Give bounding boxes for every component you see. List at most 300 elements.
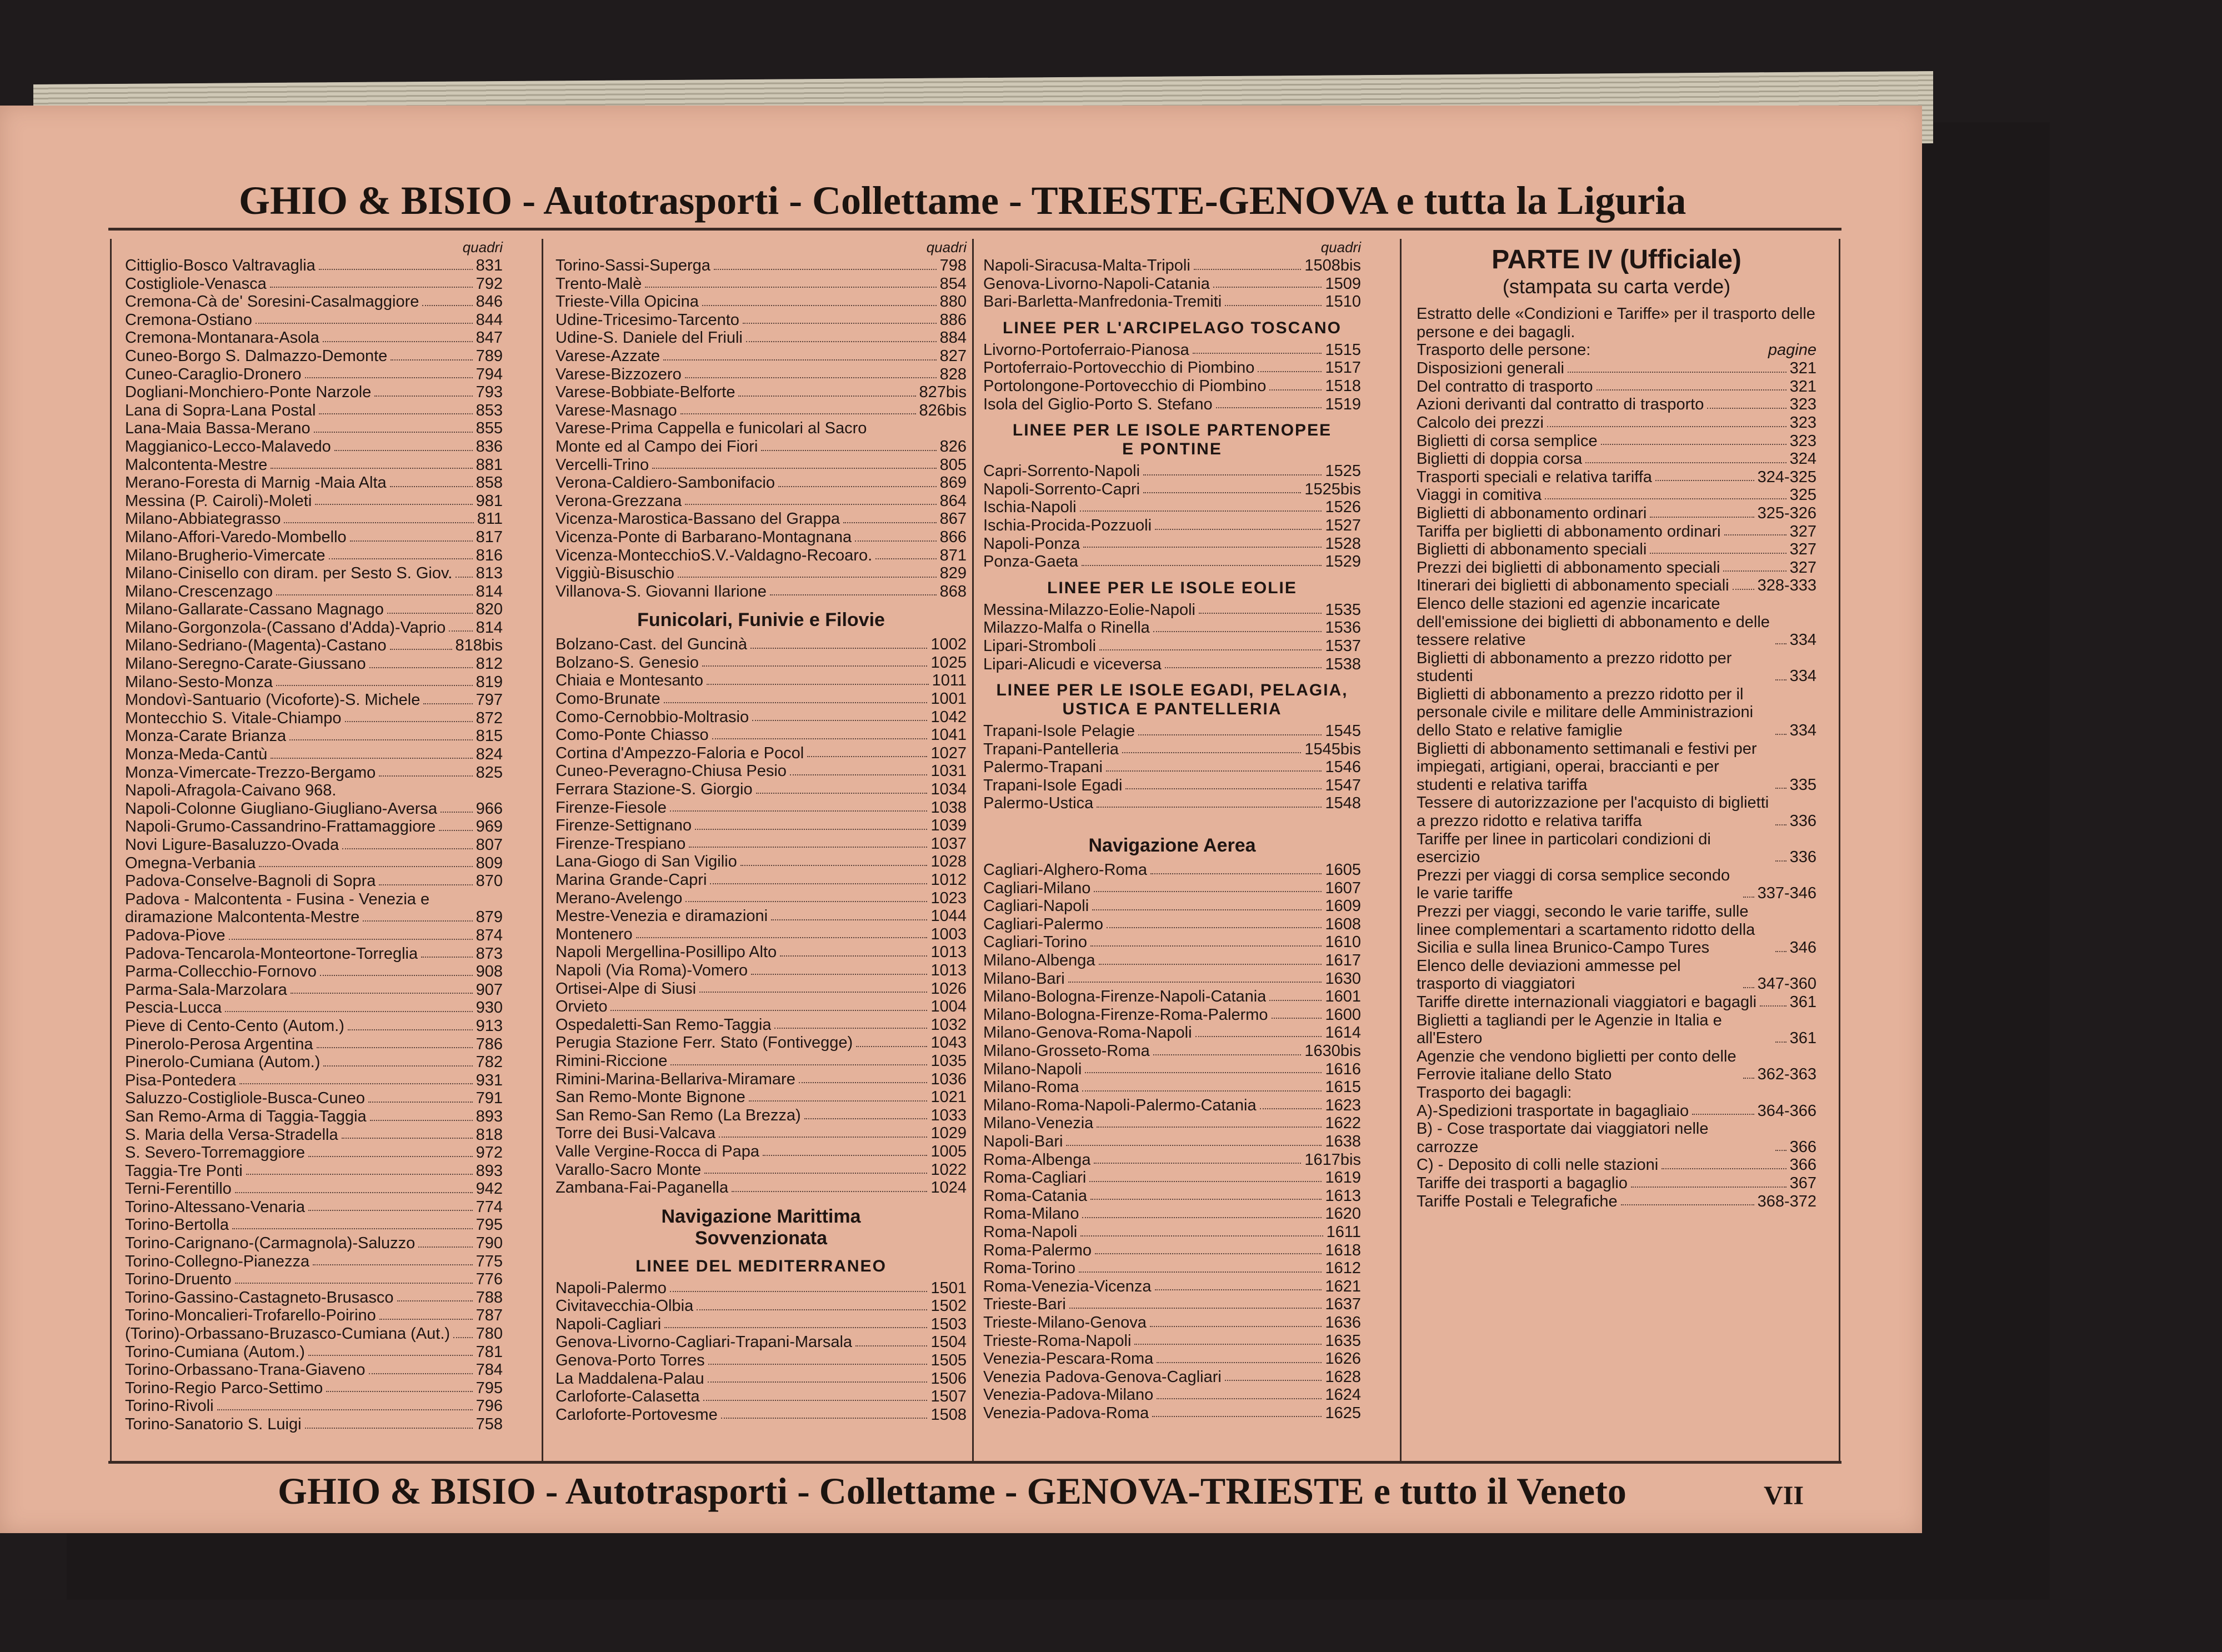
entry-name: Merano-Avelengo	[556, 889, 683, 907]
index-entry	[125, 1072, 503, 1090]
entry-name: Ischia-Napoli	[983, 498, 1077, 517]
entry-name: Cuneo-Borgo S. Dalmazzo-Demonte	[125, 347, 388, 365]
entry-name: Torino-Bertolla	[125, 1216, 229, 1234]
dot-leader	[702, 293, 937, 306]
entry-name: Genova-Livorno-Napoli-Catania	[983, 274, 1210, 293]
entry-name: Padova-Piove	[125, 926, 226, 944]
index-entry	[556, 943, 967, 962]
index-entry	[556, 690, 967, 708]
index-entry	[125, 402, 503, 420]
entry-name: Tariffe per linee in particolari condizioni di esercizio	[1417, 830, 1711, 867]
column-label: quadri	[462, 239, 503, 256]
dot-leader	[374, 383, 472, 397]
dot-leader	[1097, 794, 1322, 808]
entry-number: 864	[939, 492, 967, 510]
entry-name: Disposizioni generali	[1417, 359, 1564, 378]
entry-number: 1613	[1325, 1187, 1361, 1205]
dot-leader	[652, 456, 936, 469]
dot-leader	[855, 528, 937, 542]
entry-name: Palermo-Ustica	[983, 794, 1094, 813]
entry-name: Itinerari dei biglietti di abbonamento speciali	[1417, 577, 1729, 595]
index-entry	[125, 293, 503, 311]
dot-leader	[1260, 1097, 1322, 1110]
entry-name: Carloforte-Calasetta	[556, 1388, 700, 1406]
entry-number: 1504	[930, 1333, 967, 1351]
dot-leader	[1153, 1042, 1302, 1055]
entry-number: 1043	[930, 1034, 967, 1052]
index-entry	[556, 1179, 967, 1197]
dot-leader	[1272, 1006, 1322, 1019]
entry-name: Milano-Abbiategrasso	[125, 510, 281, 528]
entry-number: 1036	[930, 1070, 967, 1088]
entry-name: Torino-Moncalieri-Trofarello-Poirino	[125, 1306, 376, 1325]
index-entry	[983, 341, 1361, 359]
index-entry	[983, 794, 1361, 813]
entry-name: Marina Grande-Capri	[556, 871, 707, 889]
entry-name: Venezia-Padova-Milano	[983, 1386, 1154, 1404]
parte-intro: Estratto delle «Condizioni e Tariffe» per il trasporto delle persone e dei bagagli.	[1417, 305, 1815, 341]
entry-name: Orvieto	[556, 998, 608, 1016]
dot-leader	[291, 981, 473, 994]
index-entry	[983, 722, 1361, 740]
entry-number: 791	[476, 1089, 503, 1108]
entry-number: 907	[476, 980, 503, 999]
dot-leader	[1099, 637, 1322, 650]
entry-name: Calcolo dei prezzi	[1417, 413, 1544, 432]
entry-number: 1044	[930, 907, 967, 925]
entry-number: 846	[476, 293, 503, 311]
entry-number: 872	[476, 709, 503, 727]
dot-leader	[1090, 933, 1322, 947]
entry-number: 1619	[1325, 1169, 1361, 1187]
dot-leader	[423, 691, 472, 704]
index-entry	[556, 311, 967, 329]
index-entry	[556, 438, 967, 456]
entry-number: 1538	[1325, 655, 1361, 673]
dot-leader	[1122, 740, 1301, 754]
index-entry	[556, 835, 967, 853]
entry-number: 1624	[1325, 1386, 1361, 1404]
entry-name: Biglietti a tagliandi per le Agenzie in Italia e all'Estero	[1417, 1011, 1722, 1048]
entry-name: S. Maria della Versa-Stradella	[125, 1125, 338, 1144]
entry-name: Pisa-Pontedera	[125, 1071, 236, 1089]
index-entry	[125, 474, 503, 492]
entry-name: Ferrara Stazione-S. Giorgio	[556, 780, 753, 799]
dot-leader	[702, 654, 928, 667]
dot-leader	[323, 1053, 472, 1067]
dot-leader	[313, 1253, 473, 1266]
entry-number: 880	[939, 293, 967, 311]
entry-name: Verona-Grezzana	[556, 492, 682, 510]
entry-number: 908	[476, 963, 503, 981]
entry-name: Agenzie che vendono biglietti per conto delle Ferrovie italiane dello Stato	[1417, 1047, 1736, 1084]
entry-name: Pinerolo-Perosa Argentina	[125, 1035, 313, 1053]
entry-number: 816	[476, 546, 503, 564]
entry-number: 1001	[930, 690, 967, 708]
entry-name: Lana-Giogo di San Vigilio	[556, 853, 737, 871]
entry-name: diramazione Malcontenta-Mestre	[125, 908, 360, 927]
entry-name: Padova-Conselve-Bagnoli di Sopra	[125, 872, 376, 890]
entry-number: 1536	[1325, 619, 1361, 637]
dot-leader	[1650, 517, 1754, 518]
dot-leader	[1199, 601, 1322, 614]
entry-name: Napoli Mergellina-Posillipo Alto	[556, 943, 777, 962]
dot-leader	[721, 1406, 928, 1419]
index-entry	[983, 1332, 1361, 1350]
dot-leader	[1083, 535, 1322, 548]
dot-leader	[703, 1388, 928, 1401]
entry-name: Montecchio S. Vitale-Chiampo	[125, 709, 342, 727]
entry-number: 1002	[930, 635, 967, 654]
entry-number: 324-325	[1757, 468, 1816, 486]
entry-number: 1013	[930, 943, 967, 962]
index-entry	[125, 347, 503, 366]
dot-leader	[1258, 359, 1322, 372]
entry-name: Firenze-Trespiano	[556, 834, 686, 853]
entry-name: Rimini-Marina-Bellariva-Miramare	[556, 1070, 795, 1088]
dot-leader	[305, 366, 473, 379]
dot-leader	[235, 1180, 473, 1193]
entry-name: Torino-Rivoli	[125, 1397, 214, 1415]
entry-name: Varese-Bizzozero	[556, 365, 682, 383]
dot-leader	[708, 1351, 928, 1365]
index-entry	[983, 915, 1361, 934]
entry-number: 1510	[1325, 293, 1361, 311]
entry-name: Civitavecchia-Olbia	[556, 1297, 694, 1315]
dot-leader	[695, 817, 927, 830]
index-entry	[125, 547, 503, 565]
dot-leader	[289, 727, 472, 740]
entry-number: 1618	[1325, 1241, 1361, 1259]
dot-leader	[751, 962, 927, 975]
index-entry	[125, 438, 503, 456]
index-entry	[125, 366, 503, 384]
entry-name: Trapani-Pantelleria	[983, 740, 1119, 758]
dot-leader	[391, 347, 472, 361]
entry-number: 774	[476, 1198, 503, 1216]
entry-number: 796	[476, 1397, 503, 1415]
index-entry	[556, 1406, 967, 1424]
entry-name: Milano-Affori-Varedo-Mombello	[125, 528, 347, 546]
index-entry	[125, 890, 503, 909]
dot-leader	[1707, 408, 1786, 409]
dot-leader	[235, 1270, 473, 1284]
index-entry	[1417, 1193, 1816, 1211]
dot-leader	[1066, 1133, 1322, 1146]
entry-number: 1601	[1325, 988, 1361, 1006]
dot-leader	[323, 329, 473, 342]
dot-leader	[746, 329, 937, 342]
dot-leader	[1597, 389, 1786, 391]
entry-name: Cittiglio-Bosco Valtravaglia	[125, 257, 316, 274]
section-title-funicolari: Funicolari, Funivie e Filovie	[637, 609, 885, 631]
index-entry	[983, 1241, 1361, 1260]
entry-number: 334	[1789, 631, 1816, 649]
dot-leader	[610, 998, 927, 1011]
index-entry	[556, 672, 967, 690]
entry-number: 327	[1789, 540, 1816, 559]
index-entry	[983, 970, 1361, 988]
index-entry	[556, 799, 967, 817]
index-entry	[983, 462, 1361, 480]
entry-name: Merano-Foresta di Marnig -Maia Alta	[125, 474, 387, 492]
entry-number: 787	[476, 1306, 503, 1325]
entry-name: Milano-Roma-Napoli-Palermo-Catania	[983, 1096, 1257, 1114]
section-title-mediterraneo: LINEE DEL MEDITERRANEO	[635, 1256, 887, 1275]
index-entry	[125, 619, 503, 637]
dot-leader	[363, 908, 472, 922]
entry-name: Milano-Crescenzago	[125, 582, 273, 600]
entry-number: 1600	[1325, 1005, 1361, 1024]
dot-leader	[342, 1126, 473, 1139]
index-entry	[983, 1368, 1361, 1386]
entry-name: Milano-Sesto-Monza	[125, 673, 273, 691]
entry-name: Viaggi in comitiva	[1417, 486, 1542, 504]
entry-name: Trieste-Roma-Napoli	[983, 1331, 1132, 1350]
index-entry	[1417, 559, 1816, 577]
index-entry	[983, 1386, 1361, 1404]
entry-name: Biglietti di doppia corsa	[1417, 450, 1583, 468]
dot-leader	[710, 871, 927, 884]
entry-number: 893	[476, 1107, 503, 1125]
entry-name: Lipari-Stromboli	[983, 637, 1097, 655]
dot-leader	[1099, 952, 1322, 965]
entry-name: Torino-Regio Parco-Settimo	[125, 1379, 323, 1397]
entry-number: 1021	[930, 1088, 967, 1107]
index-entry	[1417, 540, 1816, 559]
index-column-4	[1417, 239, 1816, 1210]
dot-leader	[1225, 293, 1322, 306]
entry-name: Udine-Tricesimo-Tarcento	[556, 311, 739, 329]
entry-number: 1612	[1325, 1259, 1361, 1278]
entry-number: 324	[1789, 450, 1816, 468]
entry-name: Tariffa per biglietti di abbonamento ordinari	[1417, 522, 1721, 540]
entry-name: Como-Ponte Chiasso	[556, 726, 709, 744]
entry-name: Costigliole-Venasca	[125, 274, 267, 293]
entry-number: 809	[476, 854, 503, 872]
dot-leader	[342, 836, 472, 849]
entry-number: 776	[476, 1270, 503, 1289]
entry-name: Milano-Seregno-Carate-Giussano	[125, 655, 366, 673]
dot-leader	[1106, 758, 1322, 772]
entry-number: 346	[1789, 939, 1816, 957]
entry-number: 825	[476, 763, 503, 782]
entry-name: Milano-Bologna-Firenze-Roma-Palermo	[983, 1005, 1268, 1024]
index-entry	[556, 1124, 967, 1143]
dot-leader	[697, 1297, 927, 1310]
entry-name: Roma-Palermo	[983, 1241, 1092, 1259]
dot-leader	[1143, 462, 1322, 475]
entry-number: 1026	[930, 979, 967, 998]
dot-leader	[1125, 777, 1322, 790]
index-entry	[125, 709, 503, 728]
index-entry	[1417, 1102, 1816, 1120]
entry-number: 795	[476, 1216, 503, 1234]
entry-number: 1548	[1325, 794, 1361, 813]
index-entry	[556, 780, 967, 799]
dot-leader	[348, 1017, 473, 1030]
trasporto-persone-label: Trasporto delle persone:	[1417, 341, 1591, 359]
entry-name: Mondovì-Santuario (Vicoforte)-S. Michele	[125, 691, 421, 709]
index-entry	[556, 1279, 967, 1298]
entry-number: 1637	[1325, 1295, 1361, 1314]
index-entry	[556, 998, 967, 1016]
index-entry	[983, 396, 1361, 414]
entry-number: 797	[476, 691, 503, 709]
index-entry	[1417, 740, 1816, 794]
entry-name: San Remo-San Remo (La Brezza)	[556, 1106, 801, 1124]
dot-leader	[704, 1161, 927, 1174]
entry-name: Trieste-Bari	[983, 1295, 1066, 1314]
entry-number: 826	[939, 437, 967, 455]
dot-leader	[1775, 951, 1786, 952]
index-entry	[1417, 396, 1816, 414]
index-entry	[556, 366, 967, 384]
entry-name: Del contratto di trasporto	[1417, 377, 1593, 396]
entry-number: 818	[476, 1125, 503, 1144]
entry-number: 1505	[930, 1351, 967, 1370]
entry-number: 1035	[930, 1052, 967, 1070]
dot-leader	[368, 1089, 473, 1103]
entry-number: 1617bis	[1304, 1150, 1361, 1169]
entry-name: Lipari-Alicudi e viceversa	[983, 655, 1162, 673]
entry-name: Torino-Gassino-Castagneto-Brusasco	[125, 1288, 394, 1306]
entry-name: Taggia-Tre Ponti	[125, 1162, 243, 1180]
dot-leader	[1082, 553, 1322, 566]
index-entry	[125, 329, 503, 347]
entry-number: 1031	[930, 762, 967, 780]
dot-leader	[799, 1070, 928, 1084]
entry-name: Cagliari-Alghero-Roma	[983, 861, 1147, 879]
index-entry	[983, 655, 1361, 674]
dot-leader	[664, 1315, 927, 1329]
index-entry	[556, 510, 967, 528]
index-entry	[125, 1035, 503, 1054]
index-entry	[125, 257, 503, 275]
index-entry	[556, 1370, 967, 1388]
index-entry	[983, 377, 1361, 396]
dot-leader	[397, 1289, 473, 1302]
dot-leader	[1153, 619, 1322, 632]
dot-leader	[1743, 987, 1754, 988]
entry-name: Torino-Sassi-Superga	[556, 257, 710, 274]
entry-name: Bolzano-S. Genesio	[556, 653, 699, 672]
entry-number: 884	[939, 329, 967, 347]
dot-leader	[1080, 498, 1322, 512]
index-entry	[556, 547, 967, 565]
index-entry	[983, 933, 1361, 952]
entry-number: 782	[476, 1053, 503, 1072]
entry-name: Roma-Catania	[983, 1187, 1087, 1205]
entry-number: 361	[1789, 1029, 1816, 1048]
entry-number: 1028	[930, 853, 967, 871]
entry-name: Tariffe dirette internazionali viaggiatori e bagagli	[1417, 993, 1757, 1011]
entry-number: 1503	[930, 1315, 967, 1333]
dot-leader	[1150, 861, 1322, 874]
index-entry	[125, 1216, 503, 1234]
entry-number: 1614	[1325, 1024, 1361, 1042]
entry-name: Ischia-Procida-Pozzuoli	[983, 516, 1152, 534]
dot-leader	[663, 347, 937, 361]
entry-number: 1506	[930, 1369, 967, 1388]
dot-leader	[1621, 1204, 1754, 1205]
index-entry	[125, 1325, 503, 1343]
column-rule-left	[110, 239, 112, 1461]
entry-name: Monza-Meda-Cantù	[125, 745, 268, 764]
section-title-egadi: LINEE PER LE ISOLE EGADI, PELAGIA,	[996, 681, 1348, 700]
index-entry	[1417, 903, 1816, 957]
entry-number: 786	[476, 1035, 503, 1053]
index-entry	[125, 1289, 503, 1307]
entry-name: Viggiù-Bisuschio	[556, 564, 674, 583]
dot-leader	[422, 293, 472, 306]
entry-number: 873	[476, 944, 503, 963]
page-number: VII	[1764, 1481, 1804, 1510]
index-entry	[556, 474, 967, 492]
entry-name: Roma-Milano	[983, 1205, 1079, 1223]
index-entry	[556, 889, 967, 908]
entry-name: Mestre-Venezia e diramazioni	[556, 907, 768, 925]
dot-leader	[1743, 897, 1754, 898]
dot-leader	[856, 1034, 927, 1047]
index-entry	[125, 673, 503, 692]
index-entry	[556, 853, 967, 871]
index-column-3	[983, 239, 1361, 1422]
index-entry	[125, 854, 503, 873]
index-entry	[125, 1017, 503, 1035]
dot-leader	[732, 1179, 927, 1192]
entry-number: 1610	[1325, 933, 1361, 952]
entry-number: 1501	[930, 1279, 967, 1297]
entry-name: Torino-Carignano-(Carmagnola)-Saluzzo	[125, 1234, 416, 1253]
entry-name: Livorno-Portoferraio-Pianosa	[983, 341, 1189, 359]
dot-leader	[743, 311, 937, 324]
dot-leader	[1194, 257, 1302, 270]
column-rule-2	[972, 239, 974, 1461]
entry-number: 1626	[1325, 1350, 1361, 1368]
index-entry	[1417, 794, 1816, 830]
index-entry	[125, 1144, 503, 1162]
entry-number: 815	[476, 727, 503, 745]
entry-name: Tariffe Postali e Telegrafiche	[1417, 1192, 1618, 1210]
index-entry	[125, 764, 503, 782]
dot-leader	[678, 564, 937, 578]
index-entry	[983, 1060, 1361, 1079]
entry-number: 1621	[1325, 1277, 1361, 1295]
entry-name: Elenco delle deviazioni ammesse pel trasporto di viaggiatori	[1417, 957, 1681, 993]
index-entry	[983, 275, 1361, 293]
entry-name: Prezzi dei biglietti di abbonamento speciali	[1417, 558, 1720, 577]
index-entry	[983, 619, 1361, 637]
entry-number: 1508bis	[1304, 257, 1361, 274]
entry-name: Messina-Milazzo-Eolie-Napoli	[983, 600, 1195, 619]
entry-name: Napoli-Colonne Giugliano-Giugliano-Aversa	[125, 799, 438, 818]
entry-name: Monza-Vimercate-Trezzo-Bergamo	[125, 763, 376, 782]
entry-number: 793	[476, 383, 503, 402]
index-entry	[125, 999, 503, 1017]
entry-number: 798	[939, 257, 967, 274]
entry-number: 1508	[930, 1405, 967, 1424]
dot-leader	[225, 999, 473, 1012]
entry-number: 853	[476, 401, 503, 419]
entry-name: A)-Spedizioni trasportate in bagagliaio	[1417, 1102, 1689, 1120]
index-entry	[125, 1053, 503, 1072]
index-entry	[125, 564, 503, 583]
index-entry	[556, 817, 967, 835]
dot-leader	[1094, 879, 1322, 893]
entry-number: 325	[1789, 486, 1816, 504]
section-title-partenopee: LINEE PER LE ISOLE PARTENOPEE	[1012, 421, 1332, 440]
